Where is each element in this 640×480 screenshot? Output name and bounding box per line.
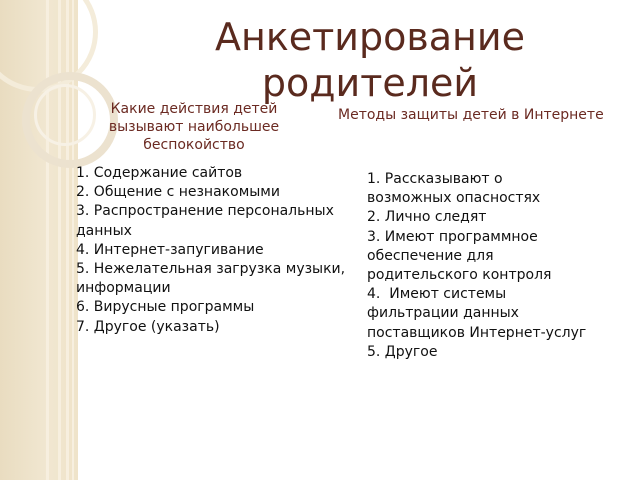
left-column-heading: Какие действия детей вызывают наибольшее беспокойство [108, 101, 280, 153]
right-column-heading: Методы защиты детей в Интернете [338, 107, 604, 123]
list-item: 3. Имеют программное обеспечение для родительского контроля [367, 228, 552, 284]
list-item: 1. Рассказывают о возможных опасностях [367, 171, 541, 207]
slide-title: Анкетирование родителей [215, 15, 525, 105]
list-item: 2. Общение с незнакомыми [76, 184, 280, 201]
list-item: 5. Другое [367, 343, 438, 360]
protection-methods-list [367, 170, 587, 362]
list-item: 4. Интернет-запугивание [76, 241, 264, 258]
list-item: 5. Нежелательная загрузка музыки, информации [76, 261, 346, 297]
list-item: 1. Содержание сайтов [76, 165, 243, 181]
list-item: 4. Имеют системы фильтрации данных поставщиков Интернет-услуг [367, 286, 587, 341]
list-item: 3. Распространение персональных данных [76, 203, 352, 239]
concerns-list [76, 164, 352, 337]
list-item: 6. Вирусные программы [76, 299, 255, 316]
list-item: 7. Другое (указать) [76, 318, 220, 335]
list-item: 2. Лично следят [367, 209, 487, 226]
